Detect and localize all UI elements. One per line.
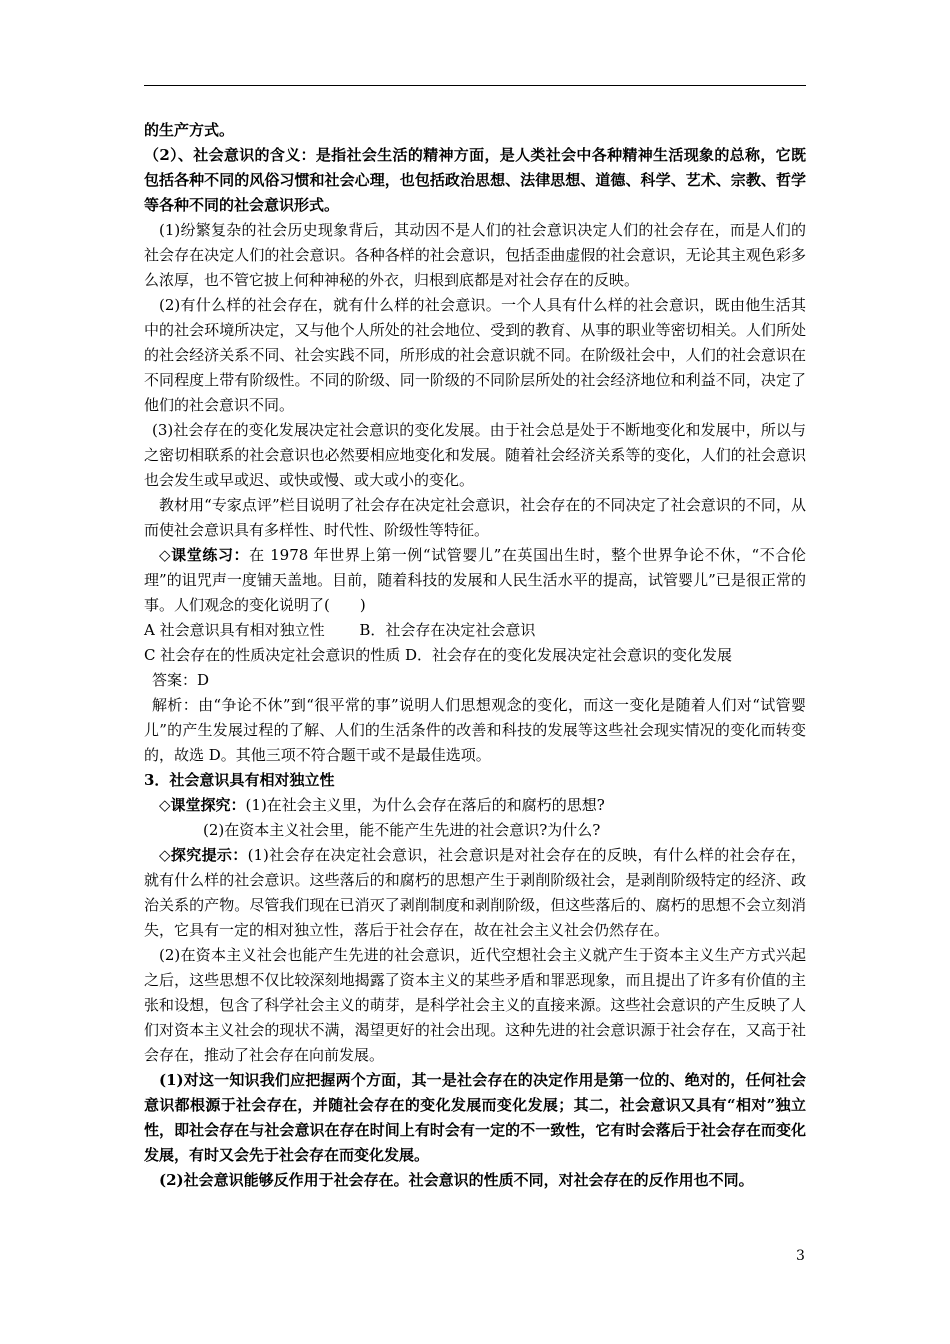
header-rule — [144, 85, 806, 86]
inquiry-label: ◇课堂探究： — [159, 796, 246, 814]
paragraph-point-1: (1)纷繁复杂的社会历史现象背后，其动因不是人们的社会意识决定人们的社会存在，而是人们的社会存在决定人们的社会意识。各种各样的社会意识，包括歪曲虚假的社会意识，无论其主观色彩多么浓厚，也不管它披上何种神秘的外衣，归根到底都是对社会存在的反映。 — [144, 221, 806, 289]
paragraph-exercise — [144, 543, 806, 618]
exercise-text: 在 1978 年世界上第一例“试管婴儿”在英国出生时，整个世界争论不休，“不合伦理”的诅咒声一度铺天盖地。目前，随着科技的发展和人民生活水平的提高，试管婴儿”已是很正常的事。人们观念的变化说明了( ) — [144, 546, 806, 614]
paragraph-definition: （2）、社会意识的含义：是指社会生活的精神方面，是人类社会中各种精神生活现象的总称，它既包括各种不同的风俗习惯和社会心理，也包括政治思想、法律思想、道德、科学、艺术、宗教、哲学等各种不同的社会意识形式。 — [144, 146, 806, 214]
paragraph-summary-1: (1)对这一知识我们应把握两个方面，其一是社会存在的决定作用是第一位的、绝对的，任何社会意识都根源于社会存在，并随社会存在的变化发展而变化发展；其二，社会意识又具有“相对”独立性，即社会存在与社会意识在存在时间上有时会有一定的不一致性，它有时会落后于社会存在而变化发展，有时又会先于社会存在而变化发展。 — [144, 1071, 806, 1164]
option-a-b: A 社会意识具有相对独立性 B．社会存在决定社会意识 — [144, 621, 536, 639]
paragraph-hint-2: (2)在资本主义社会也能产生先进的社会意识，近代空想社会主义就产生于资本主义生产方式兴起之后，这些思想不仅比较深刻地揭露了资本主义的某些矛盾和罪恶现象，而且提出了许多有价值的主张和设想，包含了科学社会主义的萌芽，是科学社会主义的直接来源。这些社会意识的产生反映了人们对资本主义社会的现状不满，渴望更好的社会出现。这种先进的社会意识源于社会存在，又高于社会存在，推动了社会存在向前发展。 — [144, 946, 806, 1064]
option-c-d: C 社会存在的性质决定社会意识的性质 D．社会存在的变化发展决定社会意识的变化发展 — [144, 646, 733, 664]
section-heading-3: 3．社会意识具有相对独立性 — [144, 771, 335, 789]
paragraph-hint-1 — [144, 843, 806, 943]
page-number: 3 — [796, 1248, 805, 1264]
paragraph-inquiry — [144, 793, 806, 818]
inquiry-question-2: (2)在资本主义社会里，能不能产生先进的社会意识?为什么? — [203, 821, 601, 839]
answer-line: 答案：D — [152, 671, 210, 689]
paragraph-continuation: 的生产方式。 — [144, 121, 235, 139]
hint-label: ◇探究提示： — [159, 846, 248, 864]
inquiry-question-1: (1)在社会主义里，为什么会存在落后的和腐朽的思想? — [245, 796, 605, 814]
paragraph-analysis: 解析：由“争论不休”到“很平常的事”说明人们思想观念的变化，而这一变化是随着人们对“试管婴儿”的产生发展过程的了解、人们的生活条件的改善和科技的发展等这些社会现实情况的变化而转变的，故选 D。其他三项不符合题干或不是最佳选项。 — [144, 696, 806, 764]
exercise-label: ◇课堂练习： — [159, 546, 250, 564]
paragraph-textbook-note: 教材用“专家点评”栏目说明了社会存在决定社会意识，社会存在的不同决定了社会意识的不同，从而使社会意识具有多样性、时代性、阶级性等特征。 — [144, 496, 806, 539]
hint-text-1: (1)社会存在决定社会意识，社会意识是对社会存在的反映，有什么样的社会存在，就有什么样的社会意识。这些落后的和腐朽的思想产生于剥削阶级社会，是剥削阶级特定的经济、政治关系的产物。尽管我们现在已消灭了剥削制度和剥削阶级，但这些落后的、腐朽的思想不会立刻消失，它具有一定的相对独立性，落后于社会存在，故在社会主义社会仍然存在。 — [144, 846, 806, 939]
body-text — [144, 118, 806, 1193]
paragraph-point-2: (2)有什么样的社会存在，就有什么样的社会意识。一个人具有什么样的社会意识，既由他生活其中的社会环境所决定，又与他个人所处的社会地位、受到的教育、从事的职业等密切相关。人们所处的社会经济关系不同、社会实践不同，所形成的社会意识就不同。在阶级社会中，人们的社会意识在不同程度上带有阶级性。不同的阶级、同一阶级的不同阶层所处的社会经济地位和利益不同，决定了他们的社会意识不同。 — [144, 296, 806, 414]
paragraph-summary-2: (2)社会意识能够反作用于社会存在。社会意识的性质不同，对社会存在的反作用也不同。 — [159, 1171, 754, 1189]
paragraph-point-3: (3)社会存在的变化发展决定社会意识的变化发展。由于社会总是处于不断地变化和发展中，所以与之密切相联系的社会意识也必然要相应地变化和发展。随着社会经济关系等的变化，人们的社会意识也会发生或早或迟、或快或慢、或大或小的变化。 — [144, 421, 806, 489]
